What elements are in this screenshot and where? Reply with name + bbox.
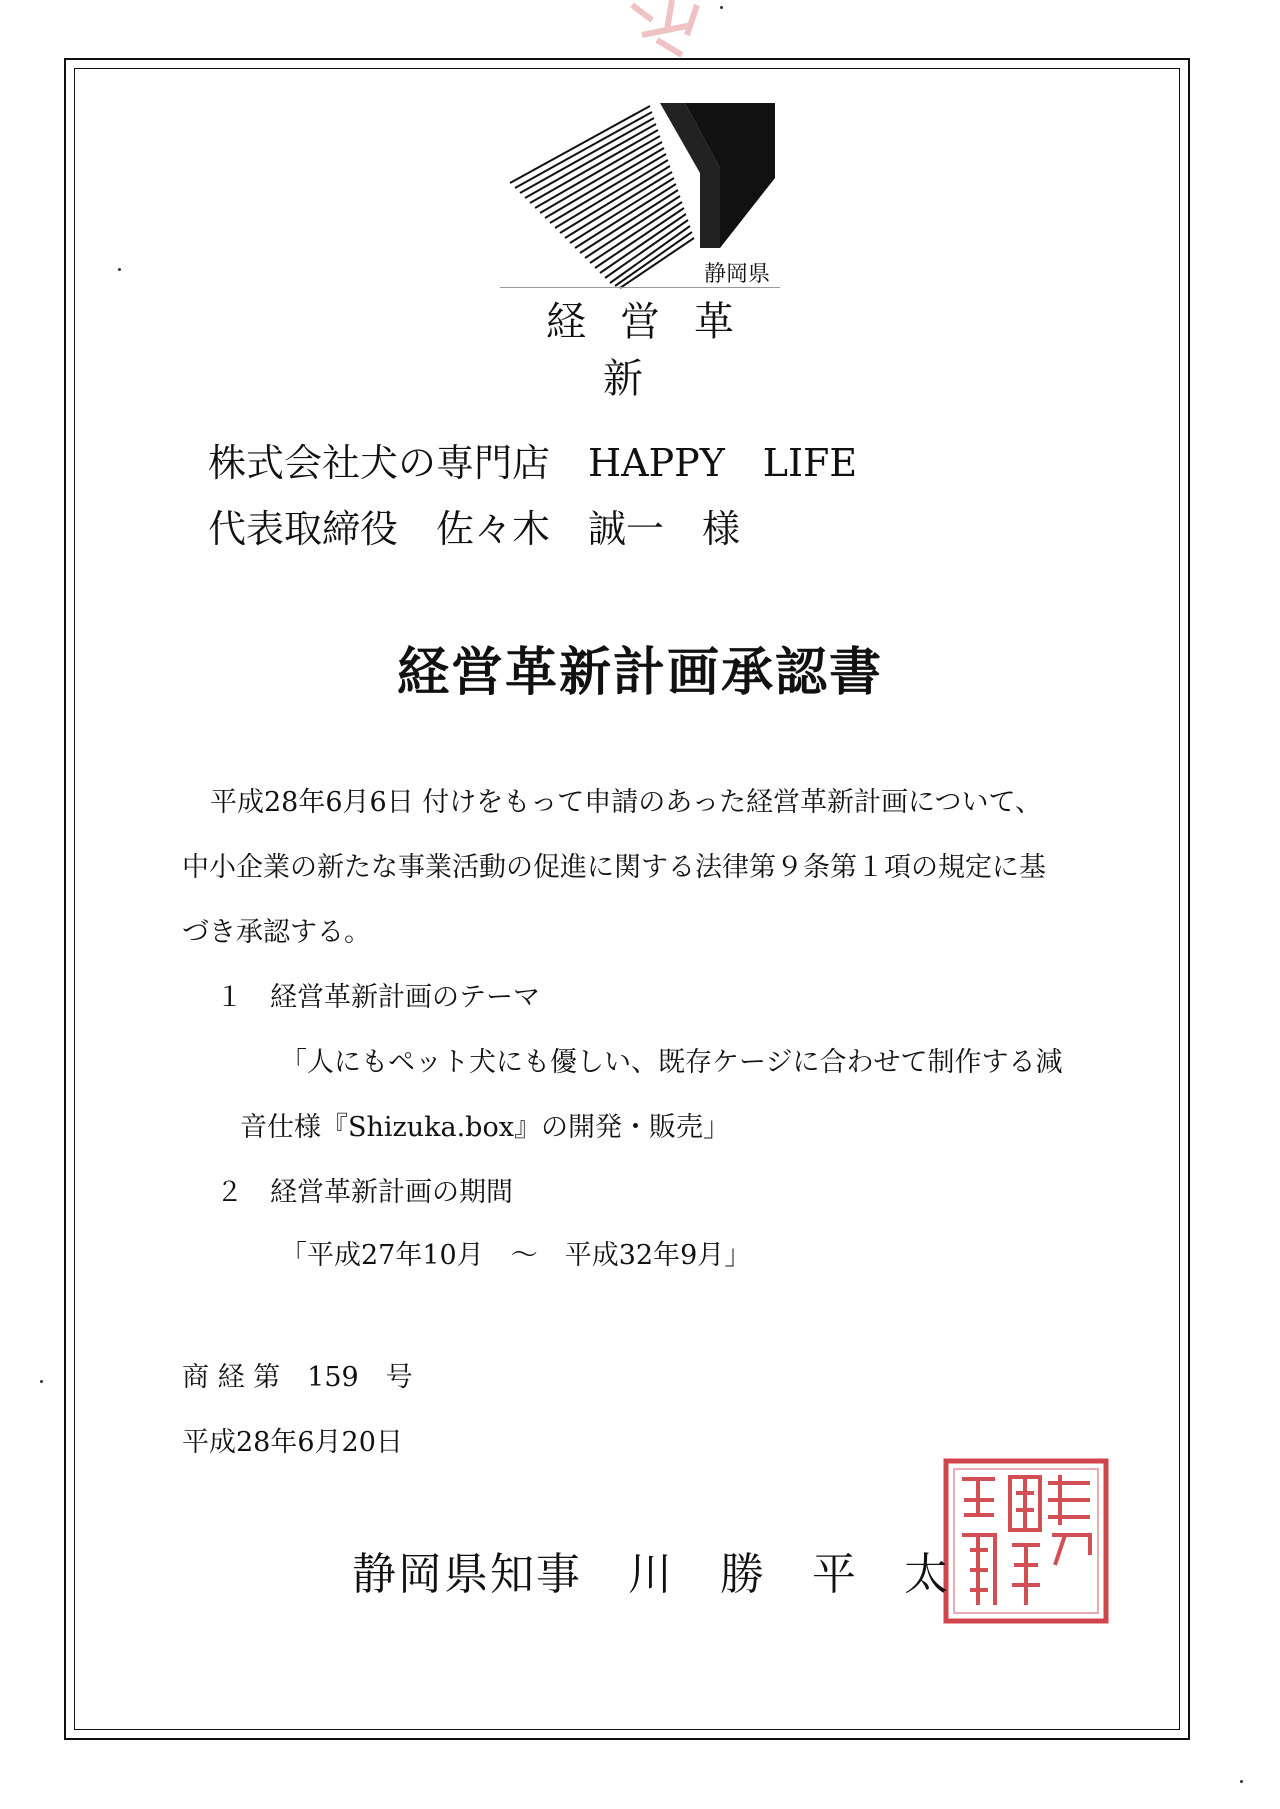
scan-speck <box>720 6 723 9</box>
scan-speck <box>40 1380 43 1383</box>
item1-text-line-2: 音仕様『Shizuka.box』の開発・販売」 <box>240 1112 730 1143</box>
governor-name: 静岡県知事 川 勝 平 太 <box>352 1549 950 1600</box>
document-title: 経営革新計画承認書 <box>396 642 883 703</box>
logo-divider <box>500 287 780 288</box>
logo-program-name: 経営革新 <box>546 299 768 402</box>
item1-heading: １ 経営革新計画のテーマ <box>216 982 540 1013</box>
body-line-2: 中小企業の新たな事業活動の促進に関する法律第９条第１項の規定に基 <box>182 852 1046 883</box>
item2-heading: ２ 経営革新計画の期間 <box>216 1177 513 1208</box>
scan-speck <box>1240 1780 1243 1783</box>
reference-number: 商 経 第 159 号 <box>182 1362 413 1393</box>
recipient-company: 株式会社犬の専門店 HAPPY LIFE <box>208 441 858 485</box>
governor-seal <box>940 1455 1112 1627</box>
item1-text-line-1: 「人にもペット犬にも優しい、既存ケージに合わせて制作する減 <box>280 1047 1063 1078</box>
keiei-kakushin-logo-icon <box>500 98 780 298</box>
body-line-1: 平成28年6月6日 付けをもって申請のあった経営革新計画について、 <box>210 787 1042 818</box>
issue-date: 平成28年6月20日 <box>182 1427 403 1458</box>
logo-prefecture: 静岡県 <box>703 262 770 287</box>
body-line-3: づき承認する。 <box>182 917 371 948</box>
scan-speck <box>118 268 121 271</box>
top-stamp-fragment <box>612 0 722 60</box>
item2-text: 「平成27年10月 ～ 平成32年9月」 <box>280 1240 752 1271</box>
recipient-representative: 代表取締役 佐々木 誠一 様 <box>208 507 741 551</box>
